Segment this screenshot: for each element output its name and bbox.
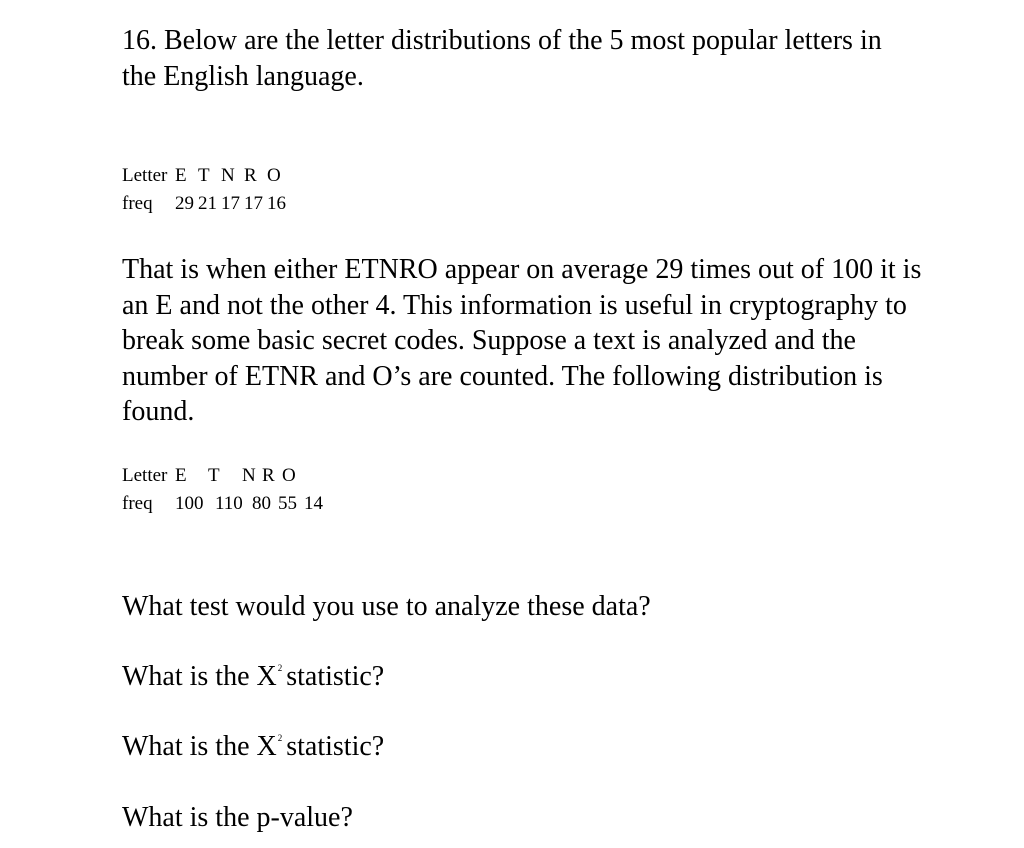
letter-distribution-table-observed [122,462,330,518]
table-cell-freq: 17 [221,193,240,214]
row-label-freq: freq [122,493,153,514]
table-cell-freq: 29 [175,193,194,214]
table-cell-letter: T [208,465,220,486]
table-cell-letter: N [242,465,256,486]
question-chi-square-statistic [122,659,384,695]
question-chi-square-statistic-repeat [122,729,384,765]
table-row-letters [122,462,330,490]
table-cell-letter: E [175,165,187,186]
table-cell-letter: N [221,165,235,186]
question-title: 16. Below are the letter distributions of the 5 most popular letters in the English language. [122,25,882,92]
superscript-two: 2 [277,663,283,673]
table-cell-freq: 100 [175,493,204,514]
table-cell-freq: 110 [215,493,243,514]
table-cell-letter: R [262,465,275,486]
table-cell-freq: 16 [267,193,286,214]
question-text: What is the X [122,731,277,762]
table-cell-freq: 14 [304,493,323,514]
question-text: statistic? [286,731,385,762]
explanation-paragraph: That is when either ETNRO appear on average 29 times out of 100 it is an E and not the other 4. This information is useful in cryptography to break some basic secret codes. Suppose a text is analyzed and the number of ETNR and O’s are counted. The following distribution is found. [122,254,922,427]
table-cell-freq: 17 [244,193,263,214]
table-cell-letter: E [175,465,187,486]
question-text: statistic? [286,661,385,692]
table-row-freq [122,190,290,218]
question-test-choice: What test would you use to analyze these data? [122,591,651,622]
letter-distribution-table-english [122,162,290,218]
row-label-letter: Letter [122,465,168,486]
table-cell-freq: 21 [198,193,217,214]
table-row-letters [122,162,290,190]
table-cell-letter: T [198,165,210,186]
table-cell-letter: O [282,465,296,486]
row-label-letter: Letter [122,165,168,186]
table-cell-letter: O [267,165,281,186]
superscript-two: 2 [277,733,283,743]
table-row-freq [122,490,330,518]
question-text: What is the X [122,661,277,692]
table-cell-freq: 55 [278,493,297,514]
row-label-freq: freq [122,193,153,214]
table-cell-freq: 80 [252,493,271,514]
question-p-value: What is the p-value? [122,802,353,833]
table-cell-letter: R [244,165,257,186]
document-page [122,0,1002,848]
